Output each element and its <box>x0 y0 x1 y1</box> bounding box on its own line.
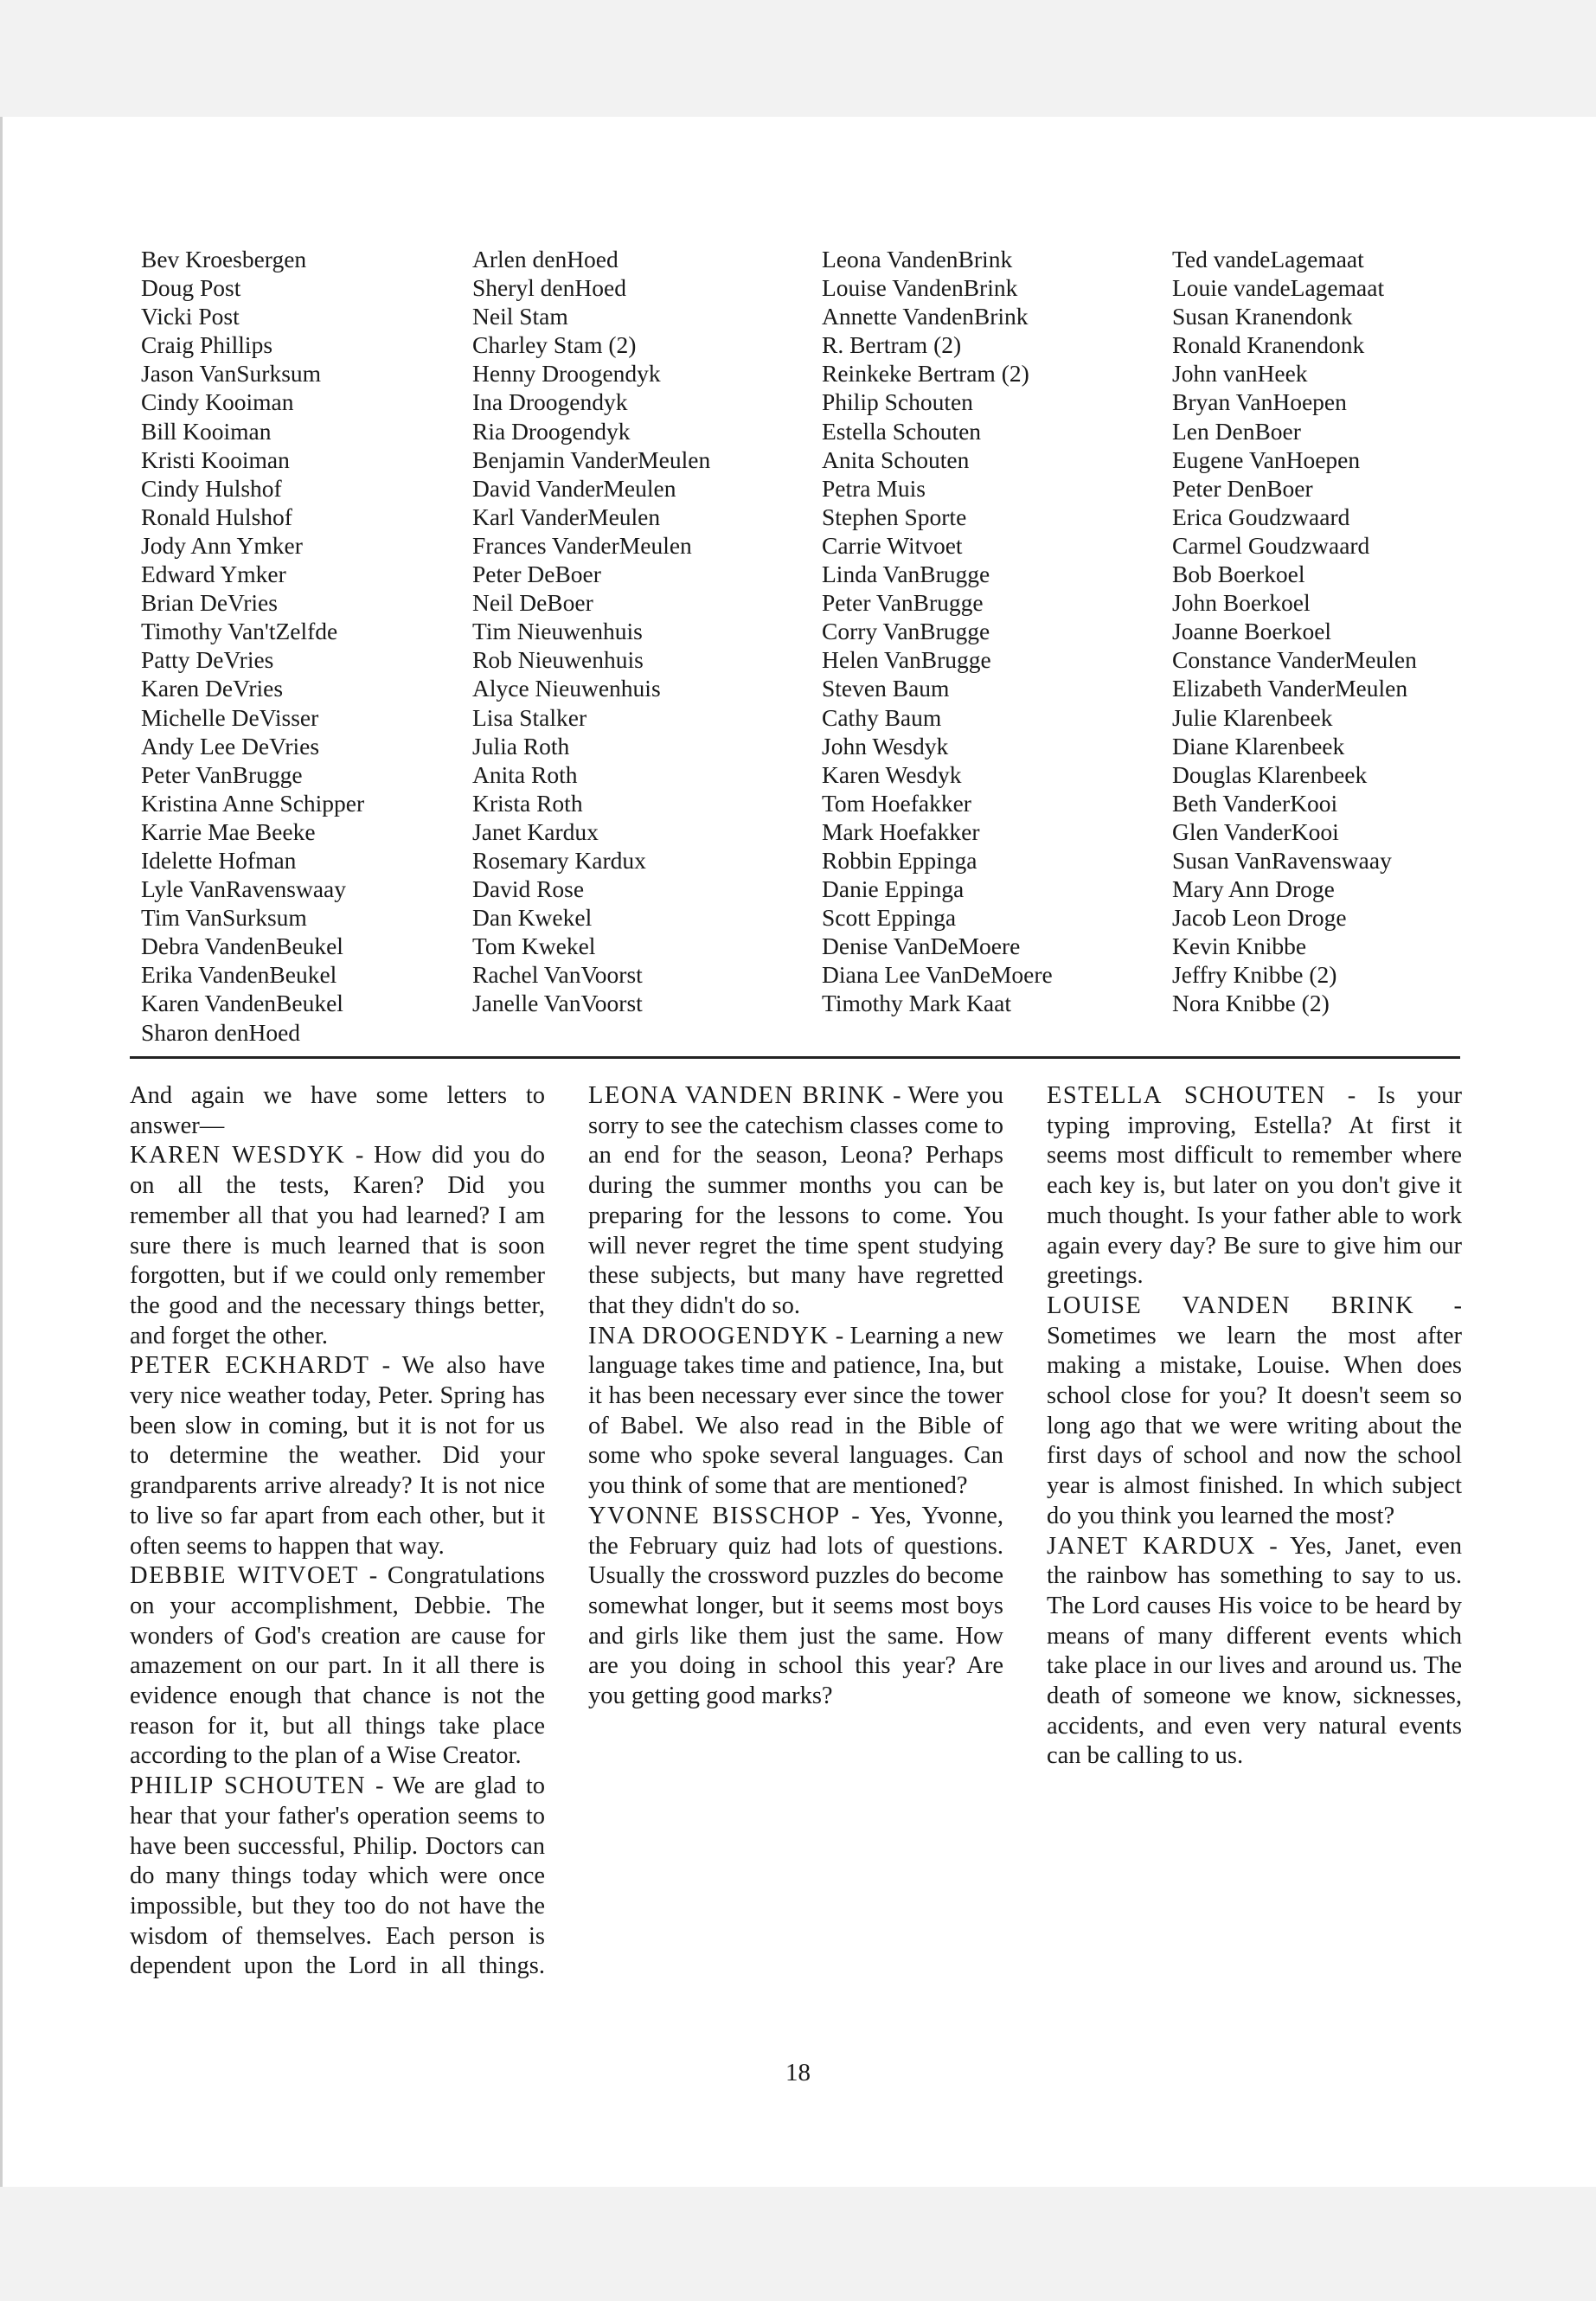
roster-name: Stephen Sporte <box>822 503 967 530</box>
roster-name: Julia Roth <box>472 732 570 760</box>
roster-name: Peter DenBoer <box>1172 474 1313 502</box>
roster-name: Lyle VanRavenswaay <box>141 875 346 903</box>
scan-top-border <box>0 0 1596 117</box>
roster-name: Sheryl denHoed <box>472 274 626 302</box>
roster-name: Anita Schouten <box>822 445 970 473</box>
roster-name: Kevin Knibbe <box>1172 933 1307 960</box>
roster-name: Jason VanSurksum <box>141 360 322 388</box>
roster-name: Cindy Hulshof <box>141 474 282 502</box>
roster-name: Bill Kooiman <box>141 417 272 445</box>
roster-name: Cindy Kooiman <box>141 388 294 416</box>
roster-name: Karl VanderMeulen <box>472 503 661 530</box>
roster-name: Bob Boerkoel <box>1172 561 1305 588</box>
roster-name: Mary Ann Droge <box>1172 875 1335 903</box>
roster-name: Tim Nieuwenhuis <box>472 618 643 645</box>
roster-name: Linda VanBrugge <box>822 561 990 588</box>
roster-name: Jody Ann Ymker <box>141 531 303 559</box>
letter-karen-name: KAREN WESDYK <box>130 1142 346 1170</box>
name-column-1 <box>141 245 364 1047</box>
roster-name: Karen DeVries <box>141 675 284 702</box>
roster-name: Henny Droogendyk <box>472 360 661 388</box>
roster-name: Tom Kwekel <box>472 933 596 960</box>
roster-name: Anita Roth <box>472 760 578 788</box>
roster-name: Beth VanderKooi <box>1172 789 1338 817</box>
roster-name: Timothy Van'tZelfde <box>141 618 338 645</box>
roster-name: Louise VandenBrink <box>822 274 1018 302</box>
roster-name: Louie vandeLagemaat <box>1172 274 1385 302</box>
roster-name: Debra VandenBeukel <box>141 933 343 960</box>
roster-name: Danie Eppinga <box>822 875 965 903</box>
roster-name: Susan VanRavenswaay <box>1172 846 1392 874</box>
roster-name: Vicki Post <box>141 303 240 330</box>
section-divider <box>130 1056 1460 1059</box>
roster-name: Arlen denHoed <box>472 246 619 272</box>
letter-peter <box>130 1351 545 1561</box>
roster-name: Edward Ymker <box>141 561 286 588</box>
roster-name: Petra Muis <box>822 474 926 502</box>
roster-name: Diane Klarenbeek <box>1172 732 1345 760</box>
roster-name: Andy Lee DeVries <box>141 732 320 760</box>
roster-name: Ria Droogendyk <box>472 417 631 445</box>
letter-yvonne <box>588 1502 1003 1712</box>
roster-name: John Wesdyk <box>822 732 949 760</box>
letter-estella <box>1047 1081 1462 1292</box>
roster-name: Kristina Anne Schipper <box>141 789 365 817</box>
roster-name: John vanHeek <box>1172 360 1308 388</box>
roster-name: Benjamin VanderMeulen <box>472 445 711 473</box>
roster-name: Craig Phillips <box>141 331 273 359</box>
roster-name: Karrie Mae Beeke <box>141 817 316 845</box>
letter-louise <box>1047 1292 1462 1532</box>
roster-name: Janet Kardux <box>472 817 599 845</box>
roster-name: Rosemary Kardux <box>472 846 646 874</box>
roster-name: Susan Kranendonk <box>1172 303 1353 330</box>
letter-leona <box>588 1081 1003 1322</box>
roster-name: Carmel Goudzwaard <box>1172 531 1370 559</box>
roster-name: Len DenBoer <box>1172 417 1301 445</box>
roster-name: Joanne Boerkoel <box>1172 618 1332 645</box>
roster-name: Bryan VanHoepen <box>1172 388 1347 416</box>
roster-name: Estella Schouten <box>822 417 982 445</box>
name-column-4 <box>1172 245 1417 1018</box>
name-column-2 <box>472 245 710 1018</box>
roster-name: Neil DeBoer <box>472 589 593 617</box>
roster-name: Sharon denHoed <box>141 1018 301 1046</box>
roster-name: John Boerkoel <box>1172 589 1311 617</box>
roster-name: Erica Goudzwaard <box>1172 503 1350 530</box>
roster-name: Constance VanderMeulen <box>1172 646 1417 674</box>
roster-name: Peter DeBoer <box>472 561 601 588</box>
letter-philip-name: PHILIP SCHOUTEN <box>130 1772 367 1800</box>
roster-name: Frances VanderMeulen <box>472 531 692 559</box>
roster-name: Idelette Hofman <box>141 846 297 874</box>
roster-name: Douglas Klarenbeek <box>1172 760 1368 788</box>
letter-louise-text: - Sometimes we learn the most after making a mistake, Louise. When does school close for you? It doesn't seem so long ago that we were writing about the first days of school and now the school year is almost finished. In which subject do you think you learned the most? <box>1047 1292 1463 1529</box>
roster-name: Patty DeVries <box>141 646 274 674</box>
roster-name: Julie Klarenbeek <box>1172 703 1333 731</box>
roster-name: Denise VanDeMoere <box>822 933 1021 960</box>
roster-name: Nora Knibbe (2) <box>1172 990 1330 1017</box>
roster-name: R. Bertram (2) <box>822 331 962 359</box>
roster-name: David Rose <box>472 875 585 903</box>
roster-name: Peter VanBrugge <box>141 760 303 788</box>
roster-name: Kristi Kooiman <box>141 445 290 473</box>
roster-name: Karen VandenBeukel <box>141 990 343 1017</box>
letter-peter-name: PETER ECKHARDT <box>130 1352 370 1380</box>
roster-name: Rachel VanVoorst <box>472 961 643 989</box>
letter-debbie-name: DEBBIE WITVOET <box>130 1562 359 1590</box>
letter-peter-text: - We also have very nice weather today, Peter. Spring has been slow in coming, but it is not for us to determine the weather. Did your grandparents arrive already? It is not nice to live so far apart from each other, but it often seems to happen that way. <box>130 1352 546 1560</box>
roster-name: Tom Hoefakker <box>822 789 971 817</box>
roster-name: Krista Roth <box>472 789 583 817</box>
roster-name: Janelle VanVoorst <box>472 990 643 1017</box>
roster-name: Peter VanBrugge <box>822 589 984 617</box>
letter-estella-name: ESTELLA SCHOUTEN <box>1047 1082 1326 1109</box>
roster-name: Alyce Nieuwenhuis <box>472 675 661 702</box>
roster-name: Annette VandenBrink <box>822 303 1029 330</box>
letter-philip-text: - We are glad to hear that your father's operation seems to have been successful, Philip. Doctors can do many things today which were once impossible, but they too do not have the wisdom of themselves. Each person is dependent upon the Lord in all things. <box>130 1772 545 1980</box>
roster-name: Lisa Stalker <box>472 703 587 731</box>
roster-name: Helen VanBrugge <box>822 646 991 674</box>
roster-name: Elizabeth VanderMeulen <box>1172 675 1408 702</box>
letter-debbie-text: - Congratulations on your accomplishment, Debbie. The wonders of God's creation are cause for amazement on our part. In it all there is evidence enough that chance is not the reason for it, but all things take place according to the plan of a Wise Creator. <box>130 1562 545 1770</box>
roster-name: Ronald Hulshof <box>141 503 292 530</box>
letters-intro: And again we have some letters to answer— <box>130 1082 545 1139</box>
roster-name: Philip Schouten <box>822 388 973 416</box>
letter-ina <box>588 1322 1003 1502</box>
roster-name: Bev Kroesbergen <box>141 246 307 272</box>
letter-philip-start <box>130 1772 545 1982</box>
roster-name: Ina Droogendyk <box>472 388 628 416</box>
roster-name: Cathy Baum <box>822 703 942 731</box>
roster-name: Diana Lee VanDeMoere <box>822 961 1053 989</box>
scan-bottom-border <box>0 2187 1596 2301</box>
roster-name: Steven Baum <box>822 675 950 702</box>
name-column-3 <box>822 245 1053 1018</box>
letter-yvonne-name: YVONNE BISSCHOP <box>588 1502 841 1529</box>
roster-name: Robbin Eppinga <box>822 846 977 874</box>
letters-column-1 <box>130 1081 545 1982</box>
roster-name: Ronald Kranendonk <box>1172 331 1365 359</box>
roster-name: Erika VandenBeukel <box>141 961 337 989</box>
letter-karen <box>130 1141 545 1351</box>
roster-name: Rob Nieuwenhuis <box>472 646 644 674</box>
roster-name: Mark Hoefakker <box>822 817 980 845</box>
roster-name: Scott Eppinga <box>822 904 957 932</box>
letter-yvonne-text: - Yes, Yvonne, the February quiz had lots of questions. Usually the crossword puzzles do become somewhat longer, but it seems most boys and girls like them just the same. How are you doing in school this year? Are you getting good marks? <box>588 1502 1003 1710</box>
letter-ina-text: - Learning a new language takes time and patience, Ina, but it has been necessary ever since the tower of Babel. We also read in the Bible of some who spoke several languages. Can you think of some that are mentioned? <box>588 1322 1004 1500</box>
roster-name: Jacob Leon Droge <box>1172 904 1347 932</box>
letter-janet-name: JANET KARDUX <box>1047 1532 1256 1560</box>
letter-debbie <box>130 1561 545 1772</box>
page-number: 18 <box>785 2059 811 2086</box>
roster-name: Ted vandeLagemaat <box>1172 246 1364 272</box>
letter-leona-name: LEONA VANDEN BRINK <box>588 1082 886 1109</box>
letter-janet-text: - Yes, Janet, even the rainbow has something to say to us. The Lord causes His voice to be heard by means of many different events which take place in our lives and around us. The death of someone we know, sicknesses, accidents, and even very natural events can be calling to us. <box>1047 1532 1463 1770</box>
roster-name: Michelle DeVisser <box>141 703 319 731</box>
roster-name: Glen VanderKooi <box>1172 817 1339 845</box>
roster-name: Neil Stam <box>472 303 568 330</box>
roster-name: Jeffry Knibbe (2) <box>1172 961 1337 989</box>
roster-name: Reinkeke Bertram (2) <box>822 360 1029 388</box>
roster-name: Charley Stam (2) <box>472 331 637 359</box>
letters-column-3 <box>1047 1081 1462 1772</box>
letter-louise-name: LOUISE VANDEN BRINK <box>1047 1292 1415 1319</box>
roster-name: Carrie Witvoet <box>822 531 963 559</box>
roster-name: Leona VandenBrink <box>822 246 1013 272</box>
roster-name: Tim VanSurksum <box>141 904 307 932</box>
letters-column-2 <box>588 1081 1003 1712</box>
roster-name: Eugene VanHoepen <box>1172 445 1361 473</box>
letter-leona-text: - Were you sorry to see the catechism classes come to an end for the season, Leona? Perhaps during the summer months you can be preparing for the lessons to come. You will never regret the time spent studying these subjects, but many have regretted that they didn't do so. <box>588 1082 1003 1319</box>
roster-name: Dan Kwekel <box>472 904 593 932</box>
roster-name: Corry VanBrugge <box>822 618 990 645</box>
letter-karen-text: - How did you do on all the tests, Karen? Did you remember all that you had learned? I am sure there is much learned that is soon forgotten, but if we could only remember the good and the necessary things better, and forget the other. <box>130 1142 545 1349</box>
roster-name: Karen Wesdyk <box>822 760 962 788</box>
letter-ina-name: INA DROOGENDYK <box>588 1322 830 1349</box>
roster-name: Timothy Mark Kaat <box>822 990 1011 1017</box>
scan-left-edge <box>0 117 3 2187</box>
roster-name: Brian DeVries <box>141 589 278 617</box>
letter-estella-text: - Is your typing improving, Estella? At first it seems most difficult to remember where each key is, but later on you don't give it much thought. Is your father able to work again every day? Be sure to give him our greetings. <box>1047 1082 1462 1290</box>
roster-name: David VanderMeulen <box>472 474 676 502</box>
roster-name: Doug Post <box>141 274 241 302</box>
letter-janet <box>1047 1532 1462 1772</box>
